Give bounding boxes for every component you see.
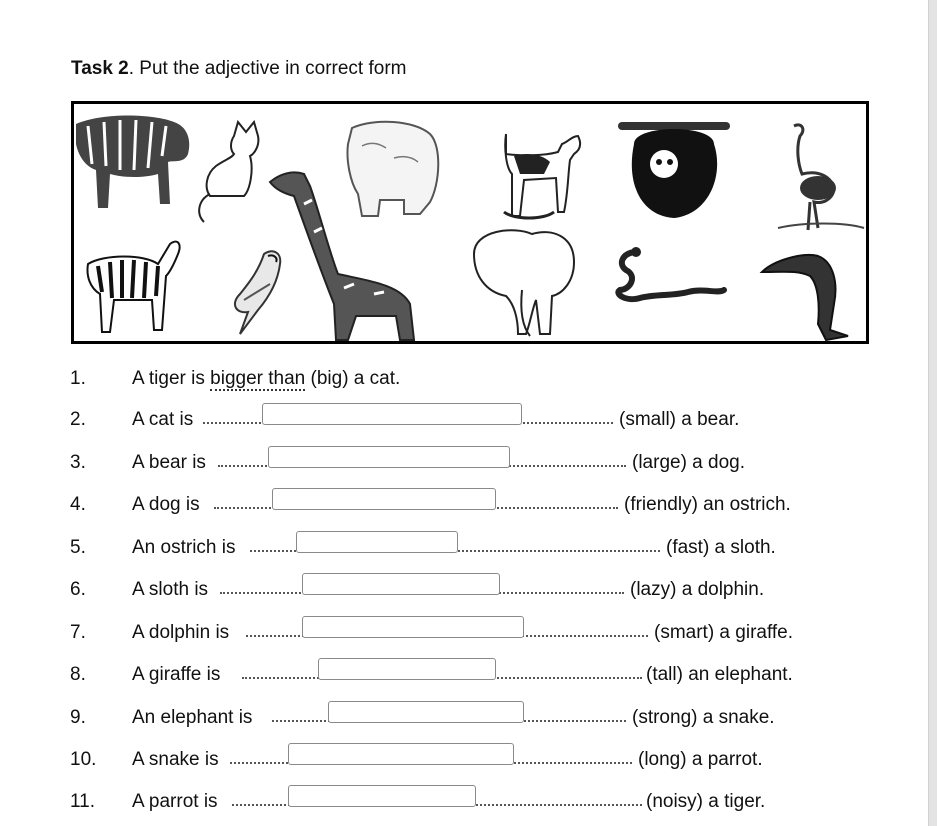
item-number: 1. (70, 368, 86, 389)
elephant-icon (474, 230, 574, 336)
dolphin-icon (762, 255, 848, 340)
exercise-item-8 (0, 664, 928, 690)
item-sentence (132, 368, 400, 390)
page-scroll-edge[interactable] (928, 0, 937, 826)
exercise-item-2 (0, 409, 928, 435)
item-number: 10. (70, 749, 97, 770)
exercise-item-1 (0, 368, 928, 394)
zebra-icon (88, 242, 180, 332)
answer-input[interactable] (272, 488, 496, 510)
exercise-item-4 (0, 494, 928, 520)
item-number: 2. (70, 409, 86, 430)
task-label: Task 2 (71, 58, 129, 79)
exercise-item-3 (0, 452, 928, 478)
item-number: 3. (70, 452, 86, 473)
answer-input[interactable] (318, 658, 496, 680)
dog-icon (504, 134, 580, 218)
task-instruction: . Put the adjective in correct form (128, 58, 407, 79)
task-title (71, 58, 406, 80)
item-subject: An ostrich is (132, 537, 236, 558)
item-hint: (big) a cat. (310, 368, 401, 389)
exercise-item-11 (0, 791, 928, 817)
ostrich-icon (778, 125, 864, 230)
answer-input[interactable] (302, 616, 524, 638)
item-hint: (small) a bear. (619, 409, 740, 430)
example-answer: bigger than (210, 368, 306, 389)
exercise-item-6 (0, 579, 928, 605)
animals-illustration (71, 101, 869, 344)
item-subject: A bear is (132, 452, 206, 473)
exercise-item-5 (0, 537, 928, 563)
item-subject: A dog is (132, 494, 200, 515)
item-subject: A giraffe is (132, 664, 221, 685)
item-hint: (long) a parrot. (638, 749, 763, 770)
answer-input[interactable] (268, 446, 510, 468)
item-number: 5. (70, 537, 86, 558)
item-subject: A dolphin is (132, 622, 230, 643)
exercise-item-9 (0, 707, 928, 733)
answer-input[interactable] (296, 531, 458, 553)
item-hint: (noisy) a tiger. (646, 791, 766, 812)
item-subject: A sloth is (132, 579, 209, 600)
item-hint: (friendly) an ostrich. (624, 494, 791, 515)
item-subject: A cat is (132, 409, 194, 430)
answer-input[interactable] (288, 785, 476, 807)
item-number: 6. (70, 579, 86, 600)
item-hint: (lazy) a dolphin. (630, 579, 765, 600)
item-hint: (smart) a giraffe. (654, 622, 794, 643)
answer-input[interactable] (328, 701, 524, 723)
answer-input[interactable] (302, 573, 500, 595)
tiger-icon (76, 116, 189, 209)
item-subject: An elephant is (132, 707, 253, 728)
item-hint: (large) a dog. (632, 452, 746, 473)
item-number: 8. (70, 664, 86, 685)
sloth-icon (622, 126, 726, 218)
exercise-item-7 (0, 622, 928, 648)
answer-input[interactable] (288, 743, 514, 765)
item-subject: A parrot is (132, 791, 218, 812)
cat-icon (199, 122, 258, 222)
item-subject: A tiger is (132, 368, 205, 389)
item-hint: (tall) an elephant. (646, 664, 793, 685)
answer-input[interactable] (262, 403, 522, 425)
exercise-item-10 (0, 749, 928, 775)
item-subject: A snake is (132, 749, 219, 770)
item-number: 11. (70, 791, 96, 812)
item-number: 9. (70, 707, 86, 728)
item-number: 7. (70, 622, 86, 643)
parrot-icon (235, 251, 280, 334)
snake-icon (618, 247, 724, 299)
item-hint: (strong) a snake. (632, 707, 775, 728)
polar-bear-icon (347, 122, 438, 216)
item-number: 4. (70, 494, 86, 515)
item-hint: (fast) a sloth. (666, 537, 776, 558)
